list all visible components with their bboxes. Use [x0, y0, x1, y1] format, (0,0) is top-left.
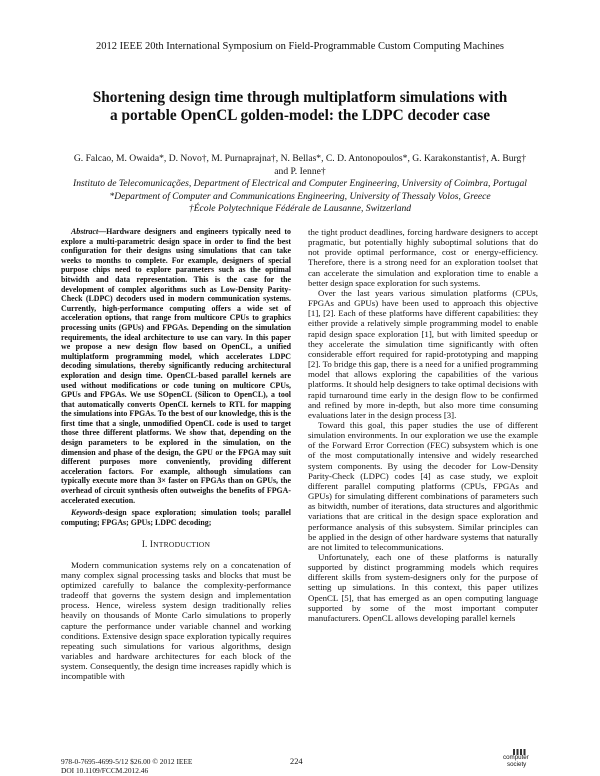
keywords [61, 508, 291, 527]
computer-society-logo [503, 748, 543, 770]
intro-paragraph-1-continued: the tight product deadlines, forcing hardware designers to accept pragmatic, but potentially highly suboptimal solutions that do not provide optimal performance, cost or energy-efficiency. Therefore, there is a strong need for an exploration toolset that can accelerate the simulation and exploration time to enable a better design space exploration for such systems. [308, 227, 538, 288]
affiliation-coimbra: Instituto de Telecomunicações, Department of Electrical and Computer Engineering, University of Coimbra, Portugal [73, 178, 527, 190]
section-initial: I [149, 539, 154, 550]
section-title-rest: NTRODUCTION [153, 540, 211, 550]
keywords-label: Keywords [71, 508, 103, 518]
title-line-2: a portable OpenCL golden-model: the LDPC decoder case [110, 107, 490, 124]
section-numeral: I. [141, 539, 148, 550]
abstract [61, 227, 291, 505]
affiliations [40, 178, 560, 216]
footer-copyright [61, 757, 192, 775]
left-column [61, 227, 291, 681]
logo-line-1: computer [503, 754, 529, 761]
paper-title [60, 89, 540, 125]
intro-paragraph-2: Over the last years various simulation platforms (CPUs, FPGAs and GPUs) have been used to approach this objective [1], [2]. Each of these platforms have different capabilities: they either provide a relatively simple programming model to enable rapid design space exploration [1], but with limited speedup or they accelerate the simulation time significantly with often considerable effort required for rapid-prototyping and mapping [2]. To bridge this gap, there is a need for a unified programming model that allows exploring the capabilities of the various platforms. It should help designers to take optimal decisions with rapid turnaround time early in the design flow to be confirmed and refined by more in-depth, but also more time consuming evaluations later in the design process [3]. [308, 287, 538, 420]
page-number: 224 [290, 757, 303, 766]
authors-line-2: and P. Ienne† [274, 165, 326, 177]
abstract-label: Abstract [71, 227, 99, 236]
logo-line-2: society [507, 761, 527, 768]
affiliation-thessaly: *Department of Computer and Communications Engineering, University of Thessaly Volos, Greece [109, 190, 491, 202]
title-line-1: Shortening design time through multiplatform simulations with [92, 89, 508, 106]
footer-doi: DOI 10.1109/FCCM.2012.46 [61, 766, 149, 775]
keywords-text: -design space exploration; simulation tools; parallel computing; FPGAs; GPUs; LDPC decoding; [61, 508, 291, 527]
affiliation-epfl: †École Polytechnique Fédérale de Lausanne, Switzerland [188, 203, 412, 215]
author-block [40, 153, 560, 216]
section-heading-introduction [61, 539, 291, 550]
right-column [308, 227, 538, 623]
footer-isbn: 978-0-7695-4699-5/12 $26.00 © 2012 IEEE [61, 757, 193, 766]
intro-paragraph-3: Toward this goal, this paper studies the use of different simulation environments. In our exploration we use the example of the Forward Error Correction (FEC) subsystem which is one of the most computationally intensive and widely researched system components. By using the decoder for Low-Density Parity-Check (LDPC) codes [4] as case study, we exploit different parallel computing platforms (CPUs, FPGAs and GPUs) for simulating different combinations of parameters such as bitwidth, number of iterations, data structures and algorithmic variations that are critical in the design space exploration and performance analysis of this subsystem. Similar principles can be applied in the design of other hardware systems that naturally are not limited to telecommunications. [308, 419, 538, 552]
intro-paragraph-1: Modern communication systems rely on a concatenation of many complex signal processing tasks and blocks that must be optimized carefully to balance the complexity-performance tradeoff that governs the system design and implementation process. Hence, wireless system design traditionally relies heavily on thousands of Monte Carlo simulations to properly capture the performance under variable channel and working conditions. Extensive design space exploration typically requires repeating such simulations for various algorithms, design variables and hardware architectures for each block of the system. Consequently, the design time increases rapidly which is incompatible with [61, 559, 291, 682]
authors-line-1: G. Falcao, M. Owaida*, D. Novo†, M. Purnaprajna†, N. Bellas*, C. D. Antonopoulos*, G. Karakonstantis†, A. Burg† [73, 153, 527, 164]
intro-paragraph-4: Unfortunately, each one of these platforms is naturally supported by distinct programming models which requires different skills from system-designers only for the purpose of setting up simulations. In this context, this paper utilizes OpenCL [5], that has emerged as an open computing language supported by some of the most important computer manufacturers. OpenCL allows developing parallel kernels [308, 552, 538, 623]
abstract-text: —Hardware designers and engineers typically need to explore a multi-parametric design space in order to find the best configuration for their designs using simulations that can take weeks to months to complete. For example, designers of special purpose chips need to explore parameters such as the optimal bitwidth and data representation. This is the case for the development of complex algorithms such as Low-Density Parity-Check (LDPC) decoders used in modern communication systems. Currently, high-performance computing offers a wide set of acceleration options, that range from multicore CPUs to graphics processing units (GPUs) and FPGAs. Depending on the simulation requirements, the ideal architecture to use can vary. In this paper we propose a new design flow based on OpenCL, a unified multiplatform programming model, which accelerates LDPC decoding simulations, thereby significantly reducing architectural exploration and design time. OpenCL-based parallel kernels are used without modifications or code tuning on multicore CPUs, GPUs and FPGAs. We use SOpenCL (Silicon to OpenCL), a tool that automatically converts OpenCL kernels to RTL for mapping the simulations into FPGAs. To the best of our knowledge, this is the first time that a single, unmodified OpenCL code is used to target those three different platforms. We show that, depending on the design parameters to be explored in the simulation, on the dimension and phase of the design, the GPU or the FPGA may suit different purposes more conveniently, providing different acceleration factors. For example, although simulations can typically execute more than 3× faster on FPGAs than on GPUs, the overhead of circuit synthesis often outweighs the benefits of FPGA-accelerated execution. [61, 227, 291, 505]
conference-header: 2012 IEEE 20th International Symposium on Field-Programmable Custom Computing Machines [96, 41, 504, 52]
